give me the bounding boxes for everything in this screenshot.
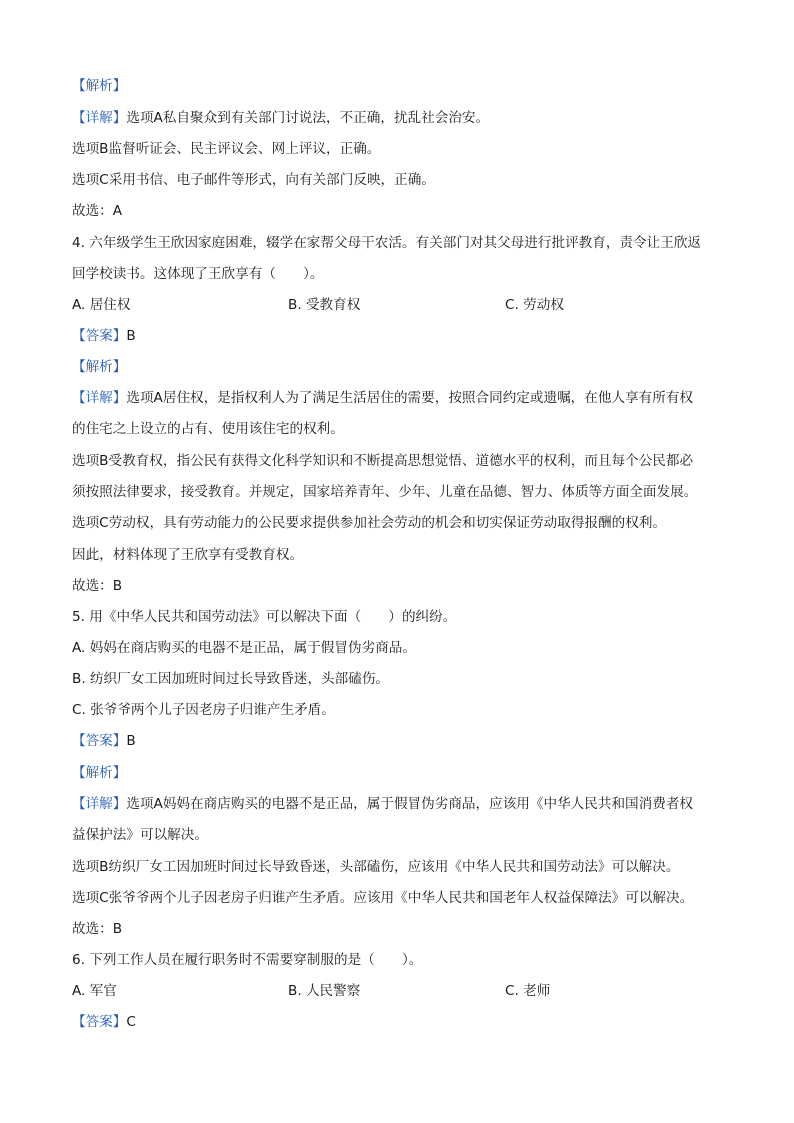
text-line: 须按照法律要求，接受教育。并规定，国家培养青年、少年、儿童在品德、智力、体质等方面全面发展。: [72, 484, 698, 500]
q6-option: B. 人民警察: [288, 983, 361, 999]
line-text: C: [126, 1014, 136, 1030]
text-line: 的住宅之上设立的占有、使用该住宅的权利。: [72, 421, 344, 437]
section-label: 【解析】: [72, 78, 127, 94]
q4-option: A. 居住权: [72, 297, 131, 313]
text-line: 故选：A: [72, 203, 123, 219]
text-line: [72, 357, 126, 377]
text-line: 选项C劳动权，具有劳动能力的公民要求提供参加社会劳动的机会和切实保证劳动取得报酬的权利。: [72, 515, 667, 531]
q6-option: C. 老师: [505, 983, 551, 999]
text-line: 故选：B: [72, 578, 123, 594]
text-line: 4. 六年级学生王欣因家庭困难，辍学在家帮父母干农活。有关部门对其父母进行批评教育，责令让王欣返: [72, 235, 702, 251]
text-line: [72, 794, 693, 814]
q4-option: B. 受教育权: [288, 297, 361, 313]
q6-option: A. 军官: [72, 983, 117, 999]
section-label: 【解析】: [72, 359, 127, 375]
text-line: 6. 下列工作人员在履行职务时不需要穿制服的是（ ）。: [72, 952, 423, 968]
text-line: 选项B监督听证会、民主评议会、网上评议，正确。: [72, 141, 381, 157]
text-line: [72, 326, 136, 346]
text-line: 因此，材料体现了王欣享有受教育权。: [72, 547, 304, 563]
line-text: 选项A妈妈在商店购买的电器不是正品，属于假冒伪劣商品，应该用《中华人民共和国消费者权: [126, 796, 694, 812]
line-text: B: [126, 328, 136, 344]
text-line: 故选：B: [72, 921, 123, 937]
line-text: 选项A私自聚众到有关部门讨说法，不正确，扰乱社会治安。: [126, 110, 490, 126]
text-line: 5. 用《中华人民共和国劳动法》可以解决下面（ ）的纠纷。: [72, 609, 457, 625]
text-line: 选项C张爷爷两个儿子因老房子归谁产生矛盾。应该用《中华人民共和国老年人权益保障法》可以解决。: [72, 890, 694, 906]
section-label: 【详解】: [72, 390, 127, 406]
section-label: 【答案】: [72, 733, 127, 749]
text-line: [72, 1012, 136, 1032]
text-line: 选项C采用书信、电子邮件等形式，向有关部门反映，正确。: [72, 172, 435, 188]
section-label: 【答案】: [72, 328, 127, 344]
text-line: C. 张爷爷两个儿子因老房子归谁产生矛盾。: [72, 702, 335, 718]
q4-option: C. 劳动权: [505, 297, 564, 313]
section-label: 【答案】: [72, 1014, 127, 1030]
section-label: 【详解】: [72, 110, 127, 126]
text-line: A. 妈妈在商店购买的电器不是正品，属于假冒伪劣商品。: [72, 640, 416, 656]
text-line: 选项B受教育权，指公民有获得文化科学知识和不断提高思想觉悟、道德水平的权利，而且每个公民都必: [72, 453, 694, 469]
text-line: B. 纺织厂女工因加班时间过长导致昏迷，头部磕伤。: [72, 671, 390, 687]
text-line: [72, 108, 489, 128]
text-line: [72, 388, 693, 408]
line-text: 选项A居住权，是指权利人为了满足生活居住的需要，按照合同约定或遗嘱，在他人享有所有权: [126, 390, 694, 406]
text-line: 回学校读书。这体现了王欣享有（ ）。: [72, 266, 324, 282]
text-line: [72, 763, 126, 783]
text-line: 选项B纺织厂女工因加班时间过长导致昏迷，头部磕伤，应该用《中华人民共和国劳动法》可以解决。: [72, 859, 680, 875]
section-label: 【解析】: [72, 765, 127, 781]
text-line: [72, 731, 136, 751]
section-label: 【详解】: [72, 796, 127, 812]
text-line: [72, 76, 126, 96]
line-text: B: [126, 733, 136, 749]
text-line: 益保护法》可以解决。: [72, 827, 208, 843]
